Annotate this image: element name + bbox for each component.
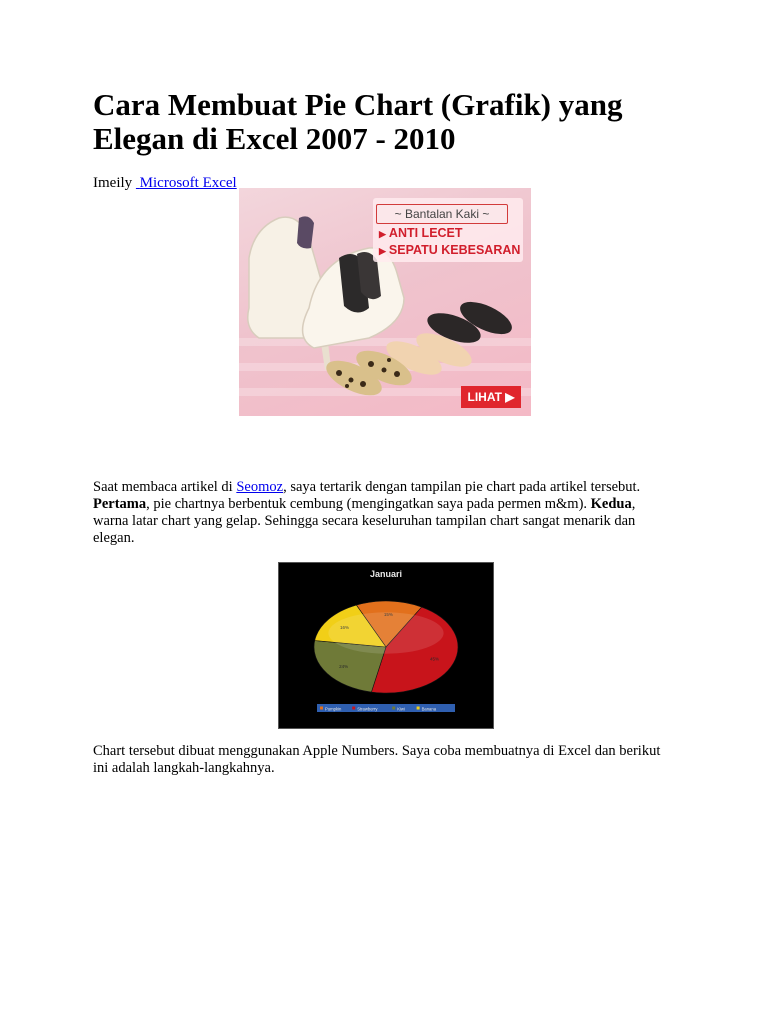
legend-label-pumpkin: Pumpkin	[325, 706, 342, 712]
pie-label-kiwi: 24%	[339, 664, 349, 670]
article-title: Cara Membuat Pie Chart (Grafik) yang Elegan di Excel 2007 - 2010	[93, 87, 623, 156]
author-name: Imeily	[93, 175, 133, 191]
legend-label-strawberry: Strawberry	[357, 706, 378, 712]
category-link[interactable]	[136, 175, 237, 191]
legend-label-kiwi: Kiwi	[397, 706, 405, 712]
paragraph-intro	[93, 479, 663, 547]
triangle-icon: ▶	[379, 246, 386, 256]
legend-swatch-banana	[417, 707, 420, 710]
text-run: Saat membaca artikel di	[93, 479, 237, 495]
text-run: , saya tertarik dengan tampilan pie chart pada artikel tersebut.	[283, 479, 641, 495]
category-link-label: Microsoft Excel	[139, 175, 237, 191]
paragraph-followup: Chart tersebut dibuat menggunakan Apple Numbers. Saya coba membuatnya di Excel dan berikut ini adalah langkah-langkahnya.	[93, 743, 661, 776]
bold-text: Pertama	[93, 496, 147, 512]
ad-tagline: ~ Bantalan Kaki ~	[376, 204, 508, 224]
ad-line-1-text: ANTI LECET	[388, 226, 463, 240]
triangle-icon: ▶	[379, 229, 386, 239]
advertisement-banner[interactable]	[239, 188, 531, 416]
play-icon: ▶	[505, 390, 515, 404]
pie-label-strawberry: 45%	[429, 656, 440, 662]
ad-cta-label: LIHAT	[467, 390, 502, 404]
ad-line-1	[379, 226, 463, 240]
ad-line-2	[379, 243, 520, 257]
pie-chart-image	[278, 562, 494, 729]
text-run: , pie chartnya berbentuk cembung (mengingatkan saya pada permen m&m).	[146, 496, 591, 512]
bold-text: Kedua	[590, 496, 632, 512]
ad-cta-button[interactable]	[461, 386, 521, 408]
seomoz-link[interactable]: Seomoz	[236, 479, 284, 495]
chart-title: Januari	[369, 569, 403, 579]
ad-line-2-text: SEPATU KEBESARAN	[388, 243, 521, 257]
legend-label-banana: Banana	[421, 706, 437, 712]
legend-swatch-strawberry	[352, 707, 355, 710]
legend-swatch-pumpkin	[320, 707, 323, 710]
pie-gloss	[328, 612, 443, 653]
legend-swatch-kiwi	[392, 707, 395, 710]
article	[93, 87, 673, 776]
pie-chart	[279, 563, 493, 728]
text-run: , warna latar chart yang gelap. Sehingga secara keseluruhan tampilan chart sangat menarik dan elegan.	[93, 496, 636, 546]
